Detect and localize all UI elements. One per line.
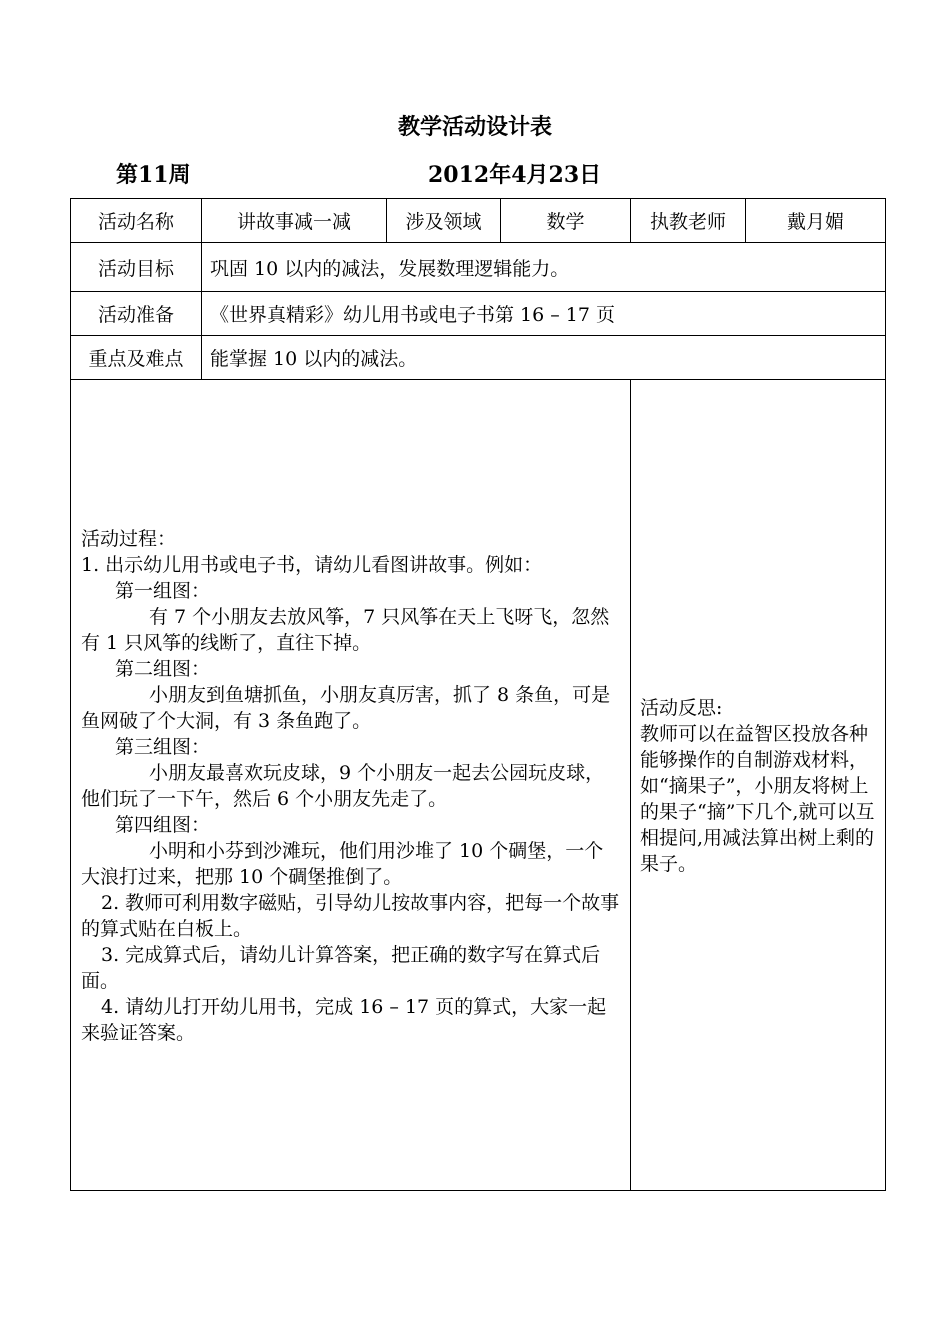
table-row (71, 199, 886, 243)
goal-value: 巩固 10 以内的减法，发展数理逻辑能力。 (202, 243, 886, 292)
teacher-value: 戴月媚 (746, 199, 886, 243)
field-value: 数学 (501, 199, 631, 243)
group-4-text: 小明和小芬到沙滩玩，他们用沙堆了 10 个碉堡，一个大浪打过来，把那 10 个碉堡推倒了。 (81, 840, 604, 888)
activity-name-value: 讲故事减一减 (202, 199, 387, 243)
process-label: 活动过程： (81, 528, 177, 550)
week-label: 第11周 (116, 162, 191, 188)
process-cell (71, 380, 631, 1191)
table-row (71, 336, 886, 380)
key-points-label: 重点及难点 (71, 336, 202, 380)
process-step-1: 1. 出示幼儿用书或电子书，请幼儿看图讲故事。例如： (81, 554, 543, 576)
table-row (71, 243, 886, 292)
activity-design-table (70, 198, 886, 1191)
activity-name-label: 活动名称 (71, 199, 202, 243)
reflection-label: 活动反思: (640, 697, 723, 719)
table-row (71, 380, 886, 1191)
group-3-label: 第三组图： (115, 736, 211, 758)
goal-label: 活动目标 (71, 243, 202, 292)
date-label: 2012年4月23日 (428, 162, 602, 188)
key-points-value: 能掌握 10 以内的减法。 (202, 336, 886, 380)
teacher-label: 执教老师 (631, 199, 746, 243)
group-3-text: 小朋友最喜欢玩皮球，9 个小朋友一起去公园玩皮球，他们玩了一下午，然后 6 个小朋友先走了。 (81, 762, 605, 810)
table-row (71, 292, 886, 336)
process-step-2: 2. 教师可利用数字磁贴，引导幼儿按故事内容，把每一个故事的算式贴在白板上。 (81, 892, 620, 940)
reflection-cell (631, 380, 886, 1191)
group-2-label: 第二组图： (115, 658, 211, 680)
prep-label: 活动准备 (71, 292, 202, 336)
page-title: 教学活动设计表 (397, 114, 552, 140)
field-label: 涉及领域 (387, 199, 501, 243)
group-4-label: 第四组图： (115, 814, 211, 836)
process-step-4: 4. 请幼儿打开幼儿用书，完成 16 – 17 页的算式，大家一起来验证答案。 (81, 996, 607, 1044)
process-step-3: 3. 完成算式后，请幼儿计算答案，把正确的数字写在算式后面。 (81, 944, 601, 992)
group-2-text: 小朋友到鱼塘抓鱼，小朋友真厉害，抓了 8 条鱼，可是鱼网破了个大洞，有 3 条鱼跑了。 (81, 684, 611, 732)
reflection-text: 教师可以在益智区投放各种能够操作的自制游戏材料，如“摘果子”，小朋友将树上的果子“摘”下几个,就可以互相提问,用减法算出树上剩的果子。 (640, 723, 875, 875)
group-1-label: 第一组图： (115, 580, 211, 602)
prep-value: 《世界真精彩》幼儿用书或电子书第 16 – 17 页 (202, 292, 886, 336)
group-1-text: 有 7 个小朋友去放风筝，7 只风筝在天上飞呀飞，忽然有 1 只风筝的线断了，直往下掉。 (81, 606, 610, 654)
